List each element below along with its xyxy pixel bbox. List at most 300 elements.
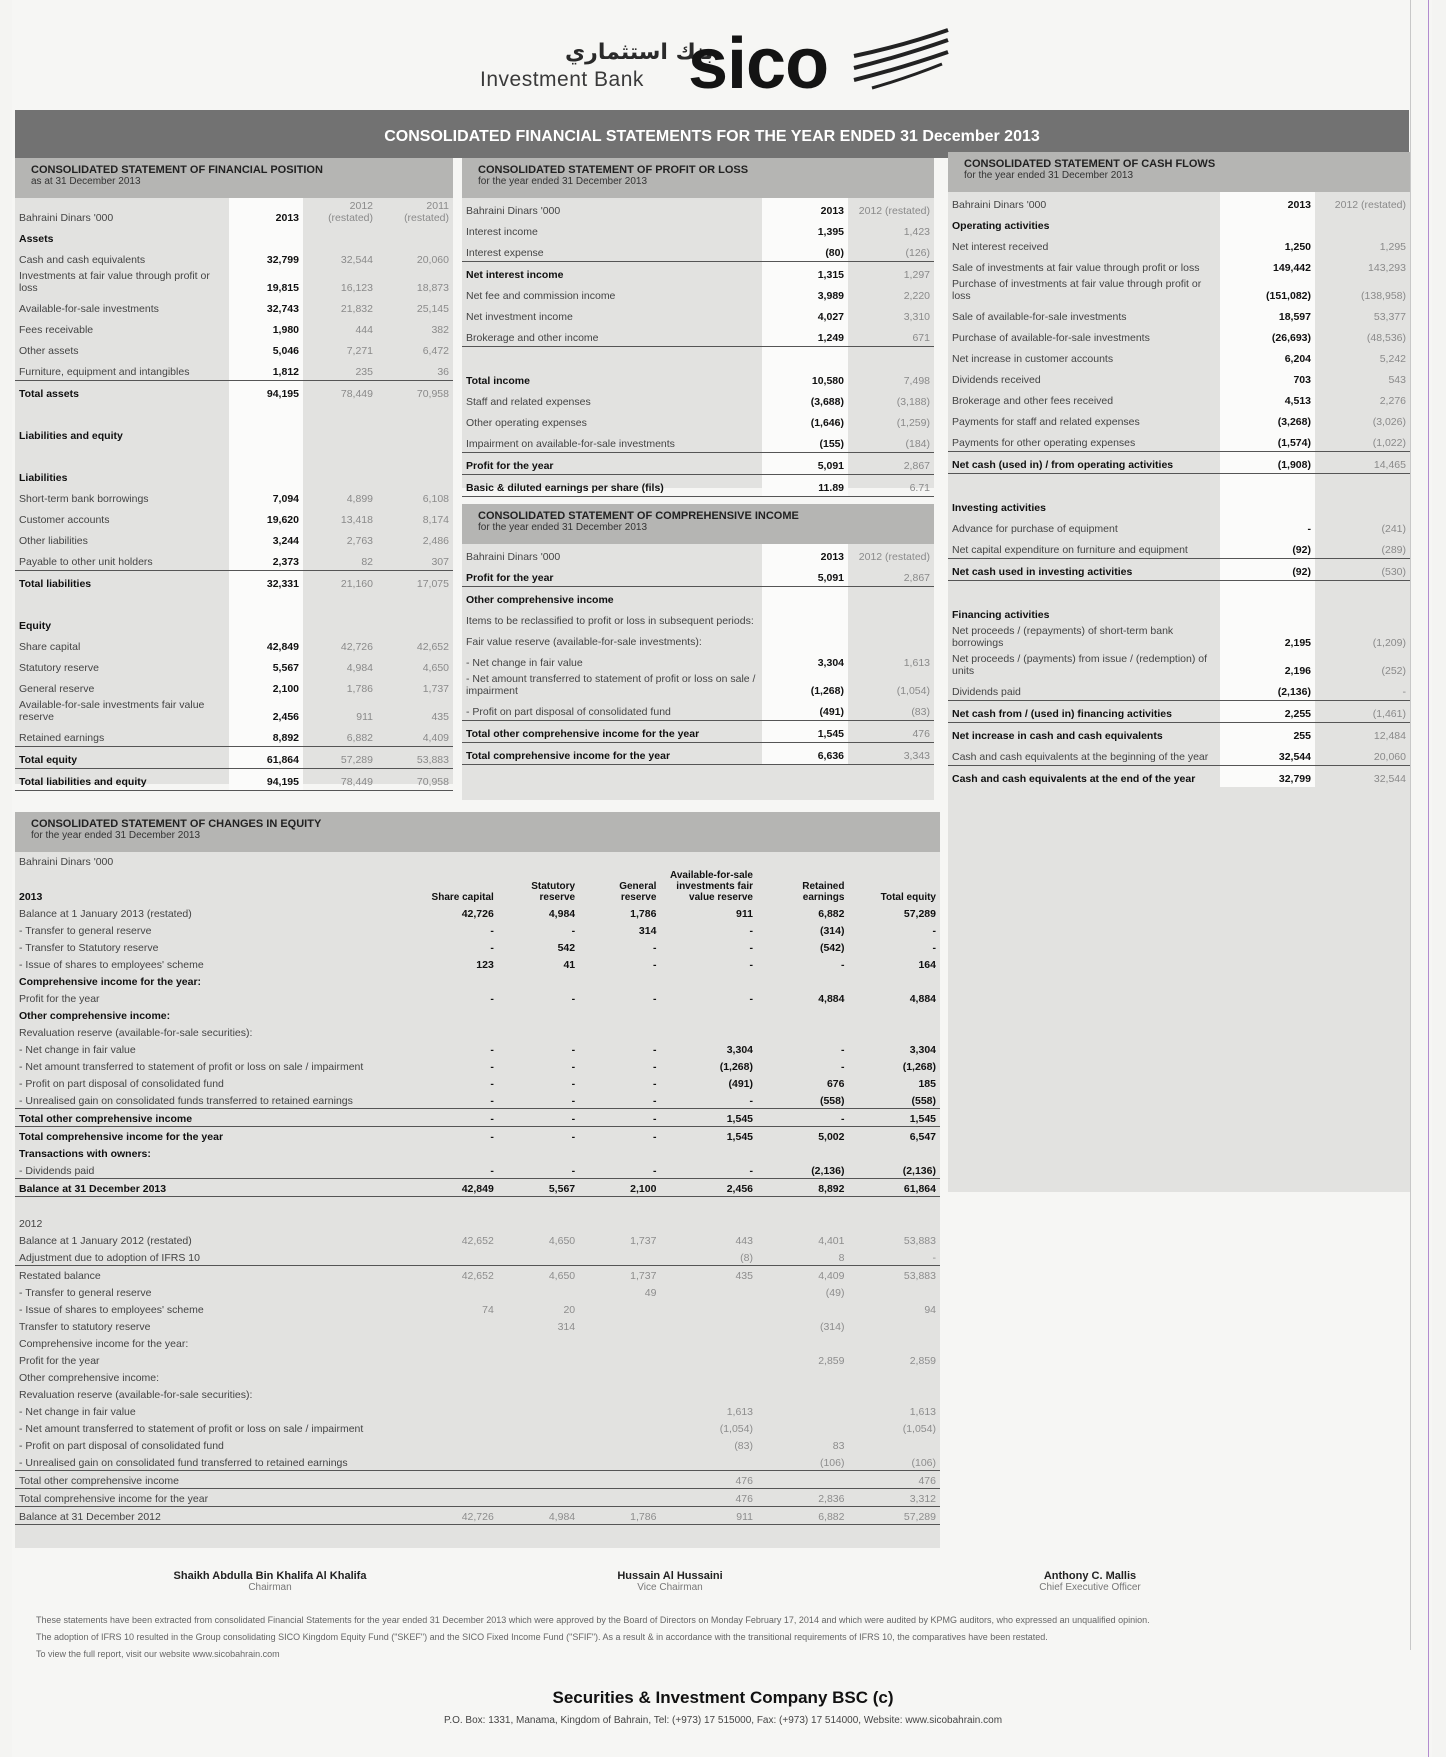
table-row: [948, 452, 1410, 474]
row-value: (252): [1381, 665, 1406, 677]
row-label: Payments for staff and related expenses: [952, 416, 1140, 428]
row-value: (155): [762, 431, 848, 453]
row-value: [848, 1317, 940, 1334]
row-value: 42,849: [422, 1179, 498, 1197]
row-value: 94,195: [229, 769, 303, 791]
row-value: [579, 1144, 660, 1161]
row-value: -: [749, 959, 753, 971]
table-row: [948, 581, 1410, 603]
row-value: 6,472: [422, 345, 449, 357]
row-value: 57,289: [303, 747, 377, 769]
row-value: [1220, 474, 1315, 496]
row-value: 911: [660, 1507, 757, 1525]
table-row: [462, 453, 934, 475]
row-label: - Transfer to general reserve: [19, 925, 152, 937]
row-value: -: [652, 959, 657, 971]
row-value: [1220, 495, 1315, 516]
row-value: 53,377: [1373, 311, 1406, 323]
row-value: -: [749, 942, 753, 954]
table-header: [462, 544, 934, 565]
row-value: [757, 1300, 848, 1317]
panel-subtitle: for the year ended 31 December 2013: [964, 170, 1133, 181]
row-value: [1315, 474, 1410, 496]
row-value: (3,188): [896, 396, 930, 408]
table-row: [948, 623, 1410, 651]
signatory-name: Hussain Al Hussaini: [617, 1570, 723, 1582]
table-row: [462, 608, 934, 629]
signatory-role: Chief Executive Officer: [1039, 1582, 1141, 1593]
row-label: Net cash used in investing activities: [948, 559, 1220, 581]
row-value: [377, 592, 453, 613]
row-value: 164: [918, 959, 936, 971]
row-value: 444: [355, 324, 373, 336]
row-value: 382: [431, 324, 449, 336]
row-value: [229, 444, 303, 465]
row-label: Interest income: [466, 226, 538, 238]
row-value: -: [571, 1061, 576, 1073]
table-row: [462, 283, 934, 304]
row-value: [1315, 495, 1410, 516]
row-label: Total income: [466, 375, 530, 387]
row-value: [498, 1144, 579, 1161]
row-value: [848, 629, 934, 650]
row-value: 82: [303, 549, 377, 571]
row-value: 8,174: [422, 514, 449, 526]
row-value: 42,652: [416, 641, 449, 653]
row-value: 3,304: [909, 1044, 936, 1056]
row-value: [848, 1436, 940, 1453]
row-value: 18,873: [416, 282, 449, 294]
table-row: [948, 701, 1410, 723]
spacer-cell: [15, 1197, 422, 1215]
row-label: Total equity: [15, 747, 229, 769]
row-label: General reserve: [19, 683, 95, 695]
title-banner: [15, 110, 1409, 158]
year-label: 2012: [19, 1218, 43, 1230]
row-value: [762, 347, 848, 369]
row-label: Net capital expenditure on furniture and equipment: [948, 537, 1220, 559]
row-label: Brokerage and other fees received: [952, 395, 1114, 407]
row-value: 1,980: [229, 317, 303, 338]
row-value: 2,195: [1220, 623, 1315, 651]
row-value: 57,289: [903, 908, 936, 920]
row-value: [498, 1471, 579, 1489]
column-header: General reserve: [619, 881, 657, 903]
divider: [1410, 0, 1411, 1650]
row-label: - Profit on part disposal of consolidated fund: [19, 1078, 224, 1090]
column-header: Available-for-sale investments fair value reserve: [670, 870, 753, 903]
row-value: [422, 1402, 498, 1419]
table-row: [15, 1368, 940, 1385]
row-label: Cash and cash equivalents at the end of the year: [952, 773, 1196, 785]
row-value: 4,650: [548, 1235, 576, 1247]
table-row: [948, 537, 1410, 559]
row-value: (92): [1220, 537, 1315, 559]
row-value: 1,249: [762, 325, 848, 347]
unit-label: Bahraini Dinars '000: [466, 551, 561, 563]
row-value: [579, 1317, 660, 1334]
panel-subtitle: for the year ended 31 December 2013: [478, 176, 647, 187]
notes: [36, 1612, 1396, 1663]
table-row: [462, 671, 934, 699]
row-value: [229, 465, 303, 486]
table-row: [948, 559, 1410, 581]
row-value: 3,244: [229, 528, 303, 549]
row-value: 476: [660, 1489, 757, 1507]
row-value: -: [490, 1078, 494, 1090]
row-value: 2,486: [422, 535, 449, 547]
comprehensive-income-table: [462, 544, 934, 765]
table-row: [15, 1109, 940, 1127]
row-value: [579, 1402, 660, 1419]
row-value: [660, 1453, 757, 1471]
table-row: [948, 516, 1410, 537]
changes-in-equity-table: [15, 852, 940, 1525]
row-value: [848, 1283, 940, 1300]
row-value: 123: [476, 959, 494, 971]
row-value: 676: [826, 1078, 845, 1090]
row-label: Sale of available-for-sale investments: [952, 311, 1127, 323]
column-header: Total equity: [880, 892, 936, 903]
row-value: 1,545: [660, 1109, 757, 1127]
row-value: [660, 1368, 757, 1385]
row-label: - Net change in fair value: [19, 1044, 136, 1056]
row-value: (106): [848, 1453, 940, 1471]
row-value: 1,545: [762, 721, 848, 743]
row-value: -: [422, 1161, 498, 1179]
row-label: Staff and related expenses: [466, 396, 591, 408]
row-value: (1,054): [719, 1423, 753, 1435]
row-value: 1,295: [1379, 241, 1406, 253]
row-value: 19,815: [229, 268, 303, 296]
table-row: [15, 938, 940, 955]
row-value: 2,867: [848, 565, 934, 587]
row-value: (1,209): [1372, 637, 1406, 649]
table-row: [15, 1231, 940, 1248]
row-value: 235: [303, 359, 377, 381]
row-value: 4,027: [762, 304, 848, 325]
table-row: [15, 247, 453, 268]
signatory-role: Chairman: [248, 1582, 292, 1593]
row-value: [498, 1351, 579, 1368]
table-row: [15, 1057, 940, 1074]
row-value: (1,646): [762, 410, 848, 431]
row-value: (2,136): [1220, 679, 1315, 701]
row-label: [15, 402, 229, 423]
row-value: 41: [563, 959, 576, 971]
row-value: (48,536): [1366, 332, 1406, 344]
row-value: 6,882: [757, 1507, 848, 1525]
table-row: [462, 587, 934, 609]
signatory-role: Vice Chairman: [637, 1582, 703, 1593]
row-value: (1,054): [896, 685, 930, 697]
row-label: [948, 581, 1220, 603]
row-label: Retained earnings: [15, 725, 229, 747]
logo-arabic: بنك استثماري: [565, 40, 714, 65]
row-label: Brokerage and other income: [462, 325, 762, 347]
row-label: Balance at 31 December 2013: [15, 1179, 422, 1197]
row-value: 25,145: [416, 303, 449, 315]
cash-flows-panel: [948, 152, 1410, 1192]
footer-address: P.O. Box: 1331, Manama, Kingdom of Bahrain, Tel: (+973) 17 515000, Fax: (+973) 17 514000, Website: www.sicobahrain.com: [443, 1715, 1003, 1726]
profit-loss-table: [462, 198, 934, 497]
panel-header: [462, 158, 934, 198]
row-value: [660, 1385, 757, 1402]
row-label: Customer accounts: [19, 514, 110, 526]
row-value: [498, 1385, 579, 1402]
row-value: 8,892: [757, 1179, 848, 1197]
row-value: [303, 465, 377, 486]
row-value: -: [571, 993, 576, 1005]
signature-block: [520, 1570, 820, 1593]
row-label: Sale of investments at fair value through profit or loss: [952, 262, 1200, 274]
row-value: 307: [377, 549, 453, 571]
table-row: [15, 1385, 940, 1402]
row-label: Profit for the year: [19, 1355, 100, 1367]
row-value: [422, 1144, 498, 1161]
row-value: -: [490, 1044, 494, 1056]
row-value: 911: [736, 908, 753, 920]
row-value: [757, 1419, 848, 1436]
row-value: [303, 613, 377, 634]
table-row: [462, 721, 934, 743]
logo-wordmark: sico: [688, 24, 829, 104]
row-value: (530): [1315, 559, 1410, 581]
row-value: [757, 1023, 848, 1040]
row-value: [498, 1023, 579, 1040]
table-row: [15, 381, 453, 403]
col-2013: 2013: [762, 544, 848, 565]
table-row: [15, 592, 453, 613]
table-row: [462, 219, 934, 240]
row-value: [579, 1471, 660, 1489]
comprehensive-income-panel: [462, 504, 934, 800]
col-2013: 2013: [1220, 192, 1315, 213]
row-value: [422, 1471, 498, 1489]
row-label: Liabilities: [19, 472, 68, 484]
row-value: 2,456: [660, 1179, 757, 1197]
row-value: 53,883: [903, 1235, 936, 1247]
table-row: [15, 697, 453, 725]
row-value: 5,567: [498, 1179, 579, 1197]
row-value: -: [932, 942, 936, 954]
row-label: Balance at 1 January 2013 (restated): [19, 908, 192, 920]
table-row: [15, 1074, 940, 1091]
table-row: [15, 317, 453, 338]
row-value: -: [757, 1109, 848, 1127]
row-value: 671: [848, 325, 934, 347]
year-label: 2013: [19, 891, 43, 903]
row-value: (314): [819, 925, 845, 937]
unit-label: Bahraini Dinars '000: [19, 856, 114, 868]
row-label: Net investment income: [466, 311, 573, 323]
row-label: Revaluation reserve (available-for-sale securities):: [19, 1027, 253, 1039]
row-label: Other comprehensive income:: [19, 1372, 160, 1384]
row-label: Fair value reserve (available-for-sale investments):: [466, 636, 702, 648]
row-value: -: [1315, 679, 1410, 701]
row-value: (80): [762, 240, 848, 262]
signature-block: [120, 1570, 420, 1593]
row-label: - Unrealised gain on consolidated fund transferred to retained earnings: [15, 1453, 422, 1471]
row-value: 2,276: [1379, 395, 1406, 407]
table-row: [948, 766, 1410, 788]
row-value: [579, 1006, 660, 1023]
row-value: -: [1220, 516, 1315, 537]
table-row: [15, 613, 453, 634]
row-label: Comprehensive income for the year:: [19, 1338, 189, 1350]
table-row: [15, 1402, 940, 1419]
row-value: -: [579, 1109, 660, 1127]
row-value: 42,726: [461, 908, 494, 920]
row-value: 2,836: [757, 1489, 848, 1507]
table-row: [948, 409, 1410, 430]
row-value: [579, 1419, 660, 1436]
row-value: 7,498: [903, 375, 930, 387]
row-value: (3,026): [1372, 416, 1406, 428]
table-row: [15, 725, 453, 747]
row-value: -: [652, 1061, 657, 1073]
table-row: [15, 1489, 940, 1507]
row-label: Assets: [19, 233, 54, 245]
row-label: Net proceeds / (repayments) of short-term bank borrowings: [952, 625, 1174, 649]
row-value: 4,884: [909, 993, 936, 1005]
profit-loss-panel: [462, 158, 934, 494]
row-value: [498, 1419, 579, 1436]
row-value: 1,613: [726, 1406, 753, 1418]
row-value: [848, 1368, 940, 1385]
row-value: (1,022): [1315, 430, 1410, 452]
row-value: -: [498, 1161, 579, 1179]
row-value: (1,908): [1220, 452, 1315, 474]
table-row: [15, 955, 940, 972]
row-value: [579, 1300, 660, 1317]
row-value: 3,304: [726, 1044, 753, 1056]
table-row: [948, 234, 1410, 255]
row-value: 4,899: [346, 493, 373, 505]
table-row: [15, 1419, 940, 1436]
row-value: 1,545: [848, 1109, 940, 1127]
table-row: [15, 549, 453, 571]
row-value: 6,882: [303, 725, 377, 747]
row-label: - Net change in fair value: [19, 1406, 136, 1418]
table-row: [462, 325, 934, 347]
row-value: [422, 1283, 498, 1300]
table-row: [948, 304, 1410, 325]
row-value: -: [660, 1161, 757, 1179]
table-row: [15, 1436, 940, 1453]
row-value: [660, 1351, 757, 1368]
row-value: 1,812: [229, 359, 303, 381]
unit-label: Bahraini Dinars '000: [952, 199, 1047, 211]
row-value: 42,652: [461, 1235, 494, 1247]
row-value: [422, 1453, 498, 1471]
column-header: Retained earnings: [802, 881, 845, 903]
row-value: 10,580: [762, 368, 848, 389]
row-value: 3,304: [762, 650, 848, 671]
row-label: - Net amount transferred to statement of profit or loss on sale / impairment: [19, 1423, 364, 1435]
table-row: [15, 226, 453, 247]
row-value: (151,082): [1220, 276, 1315, 304]
row-label: Net cash from / (used in) financing activities: [948, 701, 1220, 723]
row-label: Restated balance: [19, 1270, 101, 1282]
row-value: (1,461): [1315, 701, 1410, 723]
row-value: 4,409: [377, 725, 453, 747]
row-value: [377, 613, 453, 634]
row-value: 2,220: [903, 290, 930, 302]
row-value: 32,331: [229, 571, 303, 593]
row-value: [579, 1023, 660, 1040]
row-value: -: [660, 1091, 757, 1109]
row-value: [377, 226, 453, 247]
row-value: 6,108: [422, 493, 449, 505]
row-value: [579, 1351, 660, 1368]
table-row: [15, 465, 453, 486]
row-value: [1315, 581, 1410, 603]
row-value: [422, 1248, 498, 1266]
row-label: Investing activities: [952, 502, 1046, 514]
row-value: -: [422, 1109, 498, 1127]
row-value: -: [490, 1061, 494, 1073]
row-value: [1315, 602, 1410, 623]
row-label: Net interest received: [952, 241, 1049, 253]
row-value: [1315, 213, 1410, 234]
row-value: [579, 972, 660, 989]
row-value: 6,547: [909, 1131, 936, 1143]
row-value: (26,693): [1220, 325, 1315, 346]
row-value: -: [571, 1078, 576, 1090]
spacer-row: [15, 1197, 940, 1215]
row-value: 42,726: [340, 641, 373, 653]
row-value: -: [932, 925, 936, 937]
signatory-name: Shaikh Abdulla Bin Khalifa Al Khalifa: [173, 1570, 367, 1582]
row-value: 94: [924, 1304, 936, 1316]
row-value: 78,449: [340, 388, 373, 400]
table-row: [15, 1351, 940, 1368]
row-value: [229, 423, 303, 444]
row-value: [660, 972, 757, 989]
row-value: (3,688): [762, 389, 848, 410]
row-value: (3,268): [1220, 409, 1315, 430]
row-value: 5,046: [229, 338, 303, 359]
row-value: (1,259): [896, 417, 930, 429]
row-value: -: [848, 1248, 940, 1266]
row-value: 435: [431, 711, 449, 723]
row-value: -: [652, 1131, 657, 1143]
table-row: [15, 1091, 940, 1109]
row-label: Purchase of investments at fair value through profit or loss: [952, 278, 1202, 302]
panel-header: [462, 504, 934, 544]
table-row: [15, 655, 453, 676]
row-value: 443: [735, 1235, 753, 1247]
table-row: [15, 338, 453, 359]
table-row: [15, 769, 453, 791]
row-value: [660, 1023, 757, 1040]
row-label: Profit for the year: [462, 453, 762, 475]
row-value: 5,002: [818, 1131, 845, 1143]
row-value: 4,884: [818, 993, 845, 1005]
row-value: (92): [1220, 559, 1315, 581]
row-value: 42,652: [461, 1270, 494, 1282]
row-value: [422, 1006, 498, 1023]
row-label: Purchase of available-for-sale investments: [952, 332, 1150, 344]
row-label: Net cash (used in) / from operating activities: [948, 452, 1220, 474]
row-value: [579, 1334, 660, 1351]
row-value: 32,544: [1220, 744, 1315, 766]
row-value: [660, 1144, 757, 1161]
panel-title: CONSOLIDATED STATEMENT OF CHANGES IN EQUITY: [31, 818, 322, 830]
table-row: [15, 486, 453, 507]
row-value: -: [749, 993, 753, 1005]
